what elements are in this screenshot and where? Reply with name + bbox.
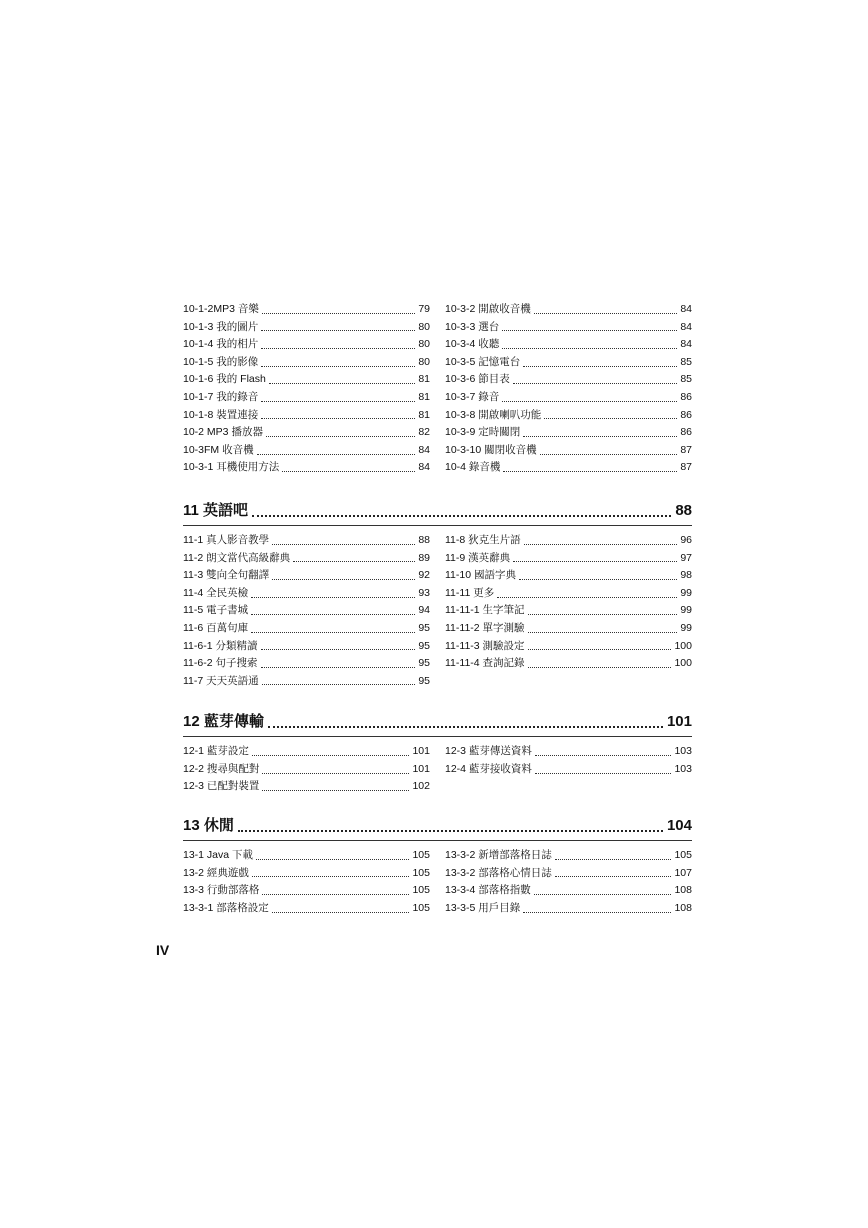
toc-entry[interactable]: 11-4 全民英檢 93 — [183, 586, 430, 599]
toc-entry[interactable]: 11-10 國語字典 98 — [445, 569, 692, 582]
toc-entry[interactable]: 10-3FM 收音機 84 — [183, 443, 430, 456]
toc-entry[interactable]: 11-2 朗文當代高級辭典 89 — [183, 551, 430, 564]
toc-entry[interactable]: 11-11-2 單字測驗 99 — [445, 621, 692, 634]
toc-entry[interactable]: 13-1 Java 下載 105 — [183, 849, 430, 862]
toc-entry[interactable]: 11-5 電子書城 94 — [183, 604, 430, 617]
toc-right-column — [445, 301, 692, 477]
toc-entry[interactable]: 13-3-4 部落格指數 108 — [445, 884, 692, 897]
toc-entry[interactable]: 10-3-4 收聽 84 — [445, 338, 692, 351]
toc-entry[interactable]: 10-1-4 我的相片 80 — [183, 338, 430, 351]
page-number: IV — [156, 942, 170, 958]
toc-right-column — [445, 847, 692, 917]
toc-entry[interactable]: 12-3 藍芽傳送資料 103 — [445, 745, 692, 758]
toc-entry[interactable]: 11-1 真人影音教學 88 — [183, 533, 430, 546]
toc-entry[interactable]: 13-3-1 部落格設定 105 — [183, 901, 430, 914]
toc-entry[interactable]: 11-8 狄克生片語 96 — [445, 533, 692, 546]
toc-entry[interactable]: 10-3-5 記憶電台 85 — [445, 355, 692, 368]
toc-entry[interactable]: 13-3-5 用戶目錄 108 — [445, 901, 692, 914]
toc-entry[interactable]: 10-4 錄音機 87 — [445, 461, 692, 474]
toc-entry[interactable]: 11-11-4 查詢記錄 100 — [445, 657, 692, 670]
toc-entry[interactable]: 10-2 MP3 播放器 82 — [183, 426, 430, 439]
toc-section-10 — [183, 301, 692, 477]
toc-entry[interactable]: 11-9 漢英辭典 97 — [445, 551, 692, 564]
toc-entry[interactable]: 10-3-9 定時關閉 86 — [445, 426, 692, 439]
chapter-heading[interactable]: 11 英語吧 88 — [183, 499, 692, 526]
toc-left-column — [183, 532, 430, 690]
toc-entry[interactable]: 13-2 經典遊戲 105 — [183, 866, 430, 879]
toc-entry[interactable]: 12-3 已配對裝置 102 — [183, 780, 430, 793]
toc-entry[interactable]: 11-11-3 測驗設定 100 — [445, 639, 692, 652]
toc-entry[interactable]: 11-6-2 句子搜索 95 — [183, 657, 430, 670]
toc-entry[interactable]: 11-6 百萬句庫 95 — [183, 621, 430, 634]
chapter-heading[interactable]: 12 藍芽傳輸 101 — [183, 710, 692, 737]
toc-right-column — [445, 743, 692, 796]
toc-entry[interactable]: 10-3-6 節目表 85 — [445, 373, 692, 386]
toc-entry[interactable]: 11-7 天天英語通 95 — [183, 674, 430, 687]
toc-entry[interactable]: 10-1-5 我的影像 80 — [183, 355, 430, 368]
toc-entry[interactable]: 10-3-7 錄音 86 — [445, 390, 692, 403]
toc-entry[interactable]: 10-1-3 我的圖片 80 — [183, 320, 430, 333]
toc-entry[interactable]: 10-3-8 開啟喇叭功能 86 — [445, 408, 692, 421]
toc-entry[interactable]: 11-11-1 生字筆記 99 — [445, 604, 692, 617]
toc-entry[interactable]: 10-3-10 關閉收音機 87 — [445, 443, 692, 456]
toc-entry[interactable]: 11-6-1 分類精讀 95 — [183, 639, 430, 652]
toc-entry[interactable]: 11-3 雙向全句翻譯 92 — [183, 569, 430, 582]
toc-section-11 — [183, 499, 692, 690]
toc-entry[interactable]: 13-3 行動部落格 105 — [183, 884, 430, 897]
toc-left-column — [183, 847, 430, 917]
table-of-contents — [183, 301, 692, 917]
toc-entry[interactable]: 10-1-8 裝置連接 81 — [183, 408, 430, 421]
toc-entry[interactable]: 10-3-2 開啟收音機 84 — [445, 303, 692, 315]
chapter-heading[interactable]: 13 休閒 104 — [183, 814, 692, 841]
toc-entry[interactable]: 13-3-2 部落格心情日誌 107 — [445, 866, 692, 879]
toc-entry[interactable]: 12-4 藍芽接收資料 103 — [445, 762, 692, 775]
toc-entry[interactable]: 12-1 藍芽設定 101 — [183, 745, 430, 758]
toc-entry[interactable]: 12-2 搜尋與配對 101 — [183, 762, 430, 775]
toc-left-column — [183, 301, 430, 477]
toc-entry[interactable]: 10-3-1 耳機使用方法 84 — [183, 461, 430, 474]
toc-entry[interactable]: 10-3-3 選台 84 — [445, 320, 692, 333]
toc-entry[interactable]: 10-1-6 我的 Flash 81 — [183, 373, 430, 386]
toc-entry[interactable]: 11-11 更多 99 — [445, 586, 692, 599]
toc-right-column — [445, 532, 692, 690]
toc-left-column — [183, 743, 430, 796]
toc-section-13 — [183, 814, 692, 917]
toc-section-12 — [183, 710, 692, 796]
toc-entry[interactable]: 13-3-2 新增部落格日誌 105 — [445, 849, 692, 862]
toc-entry[interactable]: 10-1-7 我的錄音 81 — [183, 390, 430, 403]
toc-entry[interactable]: 10-1-2MP3 音樂 79 — [183, 303, 430, 315]
